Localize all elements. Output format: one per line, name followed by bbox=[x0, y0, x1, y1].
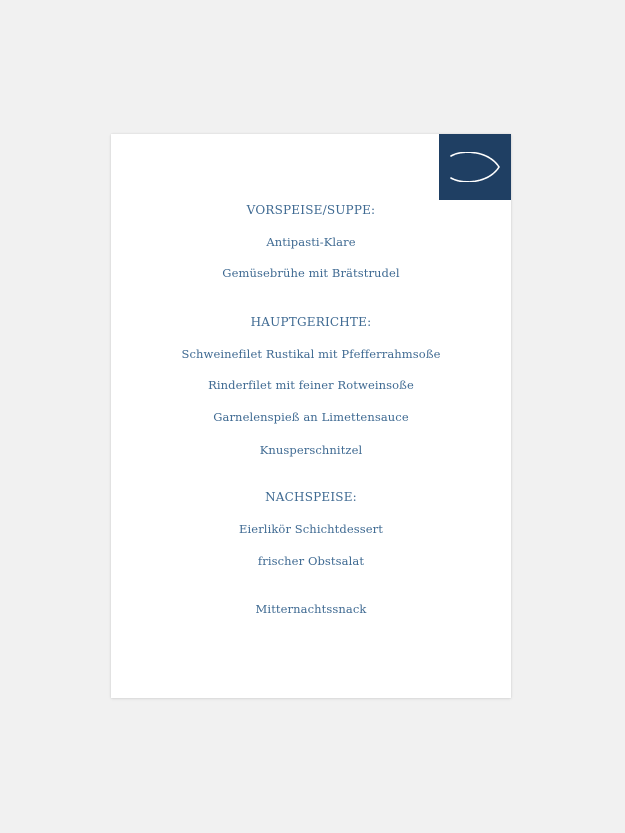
menu-item-beef: Rinderfilet mit feiner Rotweinsoße bbox=[208, 378, 414, 392]
ichthys-fish-icon bbox=[447, 152, 503, 182]
fish-emblem bbox=[439, 134, 511, 200]
menu-item-midnight-snack: Mitternachtssnack bbox=[255, 602, 367, 616]
starter-heading: VORSPEISE/SUPPE: bbox=[246, 203, 376, 217]
menu-item-soup: Gemüsebrühe mit Brätstrudel bbox=[222, 266, 400, 280]
menu-item-eggnog-dessert: Eierlikör Schichtdessert bbox=[239, 522, 383, 536]
menu-item-fruit-salad: frischer Obstsalat bbox=[257, 554, 365, 568]
menu-card bbox=[111, 134, 511, 698]
dessert-heading: NACHSPEISE: bbox=[265, 490, 357, 504]
menu-item-pork: Schweinefilet Rustikal mit Pfefferrahmsoße bbox=[181, 347, 441, 361]
menu-item-schnitzel: Knusperschnitzel bbox=[259, 443, 363, 457]
menu-item-antipasti: Antipasti-Klare bbox=[266, 235, 356, 249]
menu-item-shrimp: Garnelenspieß an Limettensauce bbox=[213, 410, 409, 424]
mains-heading: HAUPTGERICHTE: bbox=[250, 315, 372, 329]
